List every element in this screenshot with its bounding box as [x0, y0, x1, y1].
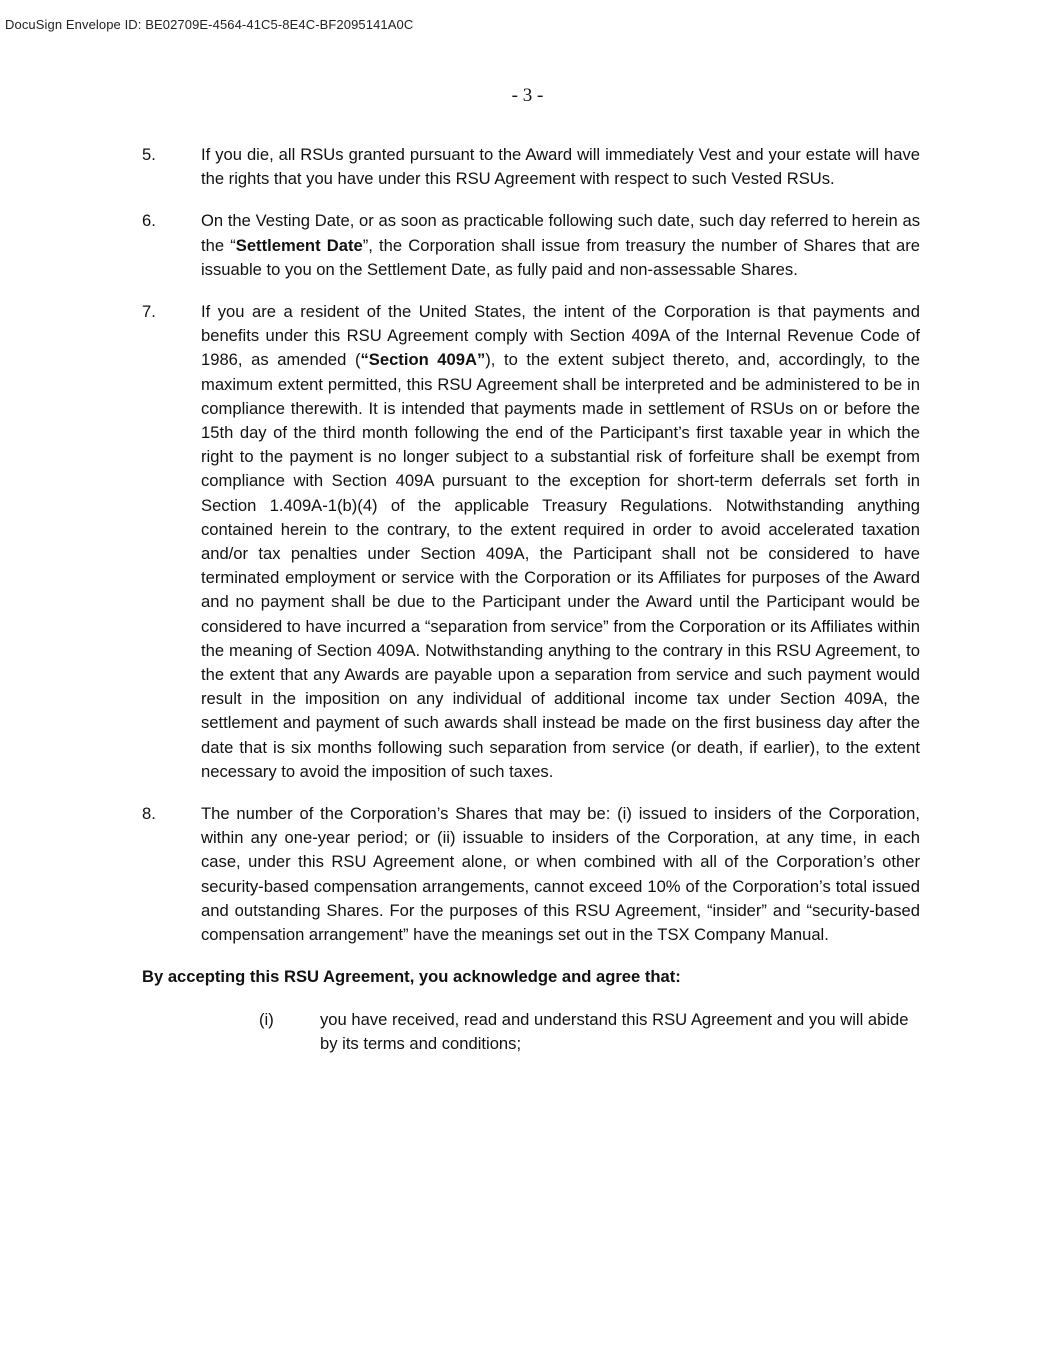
clause-number: 8.: [142, 804, 156, 824]
sub-item-text: you have received, read and understand this RSU Agreement and you will abide by its terms and conditions;: [320, 1009, 909, 1053]
docusign-envelope-id: DocuSign Envelope ID: BE02709E-4564-41C5-8E4C-BF2095141A0C: [5, 17, 414, 32]
clause-8: [142, 802, 920, 947]
clause-text: If you die, all RSUs granted pursuant to the Award will immediately Vest and your estate will have the rights that you have under this RSU Agreement with respect to such Vested RSUs.: [201, 145, 920, 189]
clause-7: [142, 300, 920, 784]
document-body: [142, 143, 920, 1056]
acknowledgement-item: [142, 1008, 920, 1056]
defined-term: “Section 409A”: [360, 350, 486, 370]
clause-text-part: If you are a resident of the United States, the intent of the Corporation is that payments and benefits under this RSU Agreement comply with Section 409A of the Internal Revenue Code of 1986, as amended (: [201, 302, 920, 370]
defined-term: Settlement Date: [235, 235, 363, 255]
clause-text: [201, 209, 920, 282]
clause-number: 7.: [142, 302, 156, 322]
acknowledgement-heading: By accepting this RSU Agreement, you acknowledge and agree that:: [142, 967, 681, 987]
clause-text-part: On the Vesting Date, or as soon as practicable following such date, such day referred to herein as the “: [201, 211, 920, 255]
clause-text: [201, 300, 920, 784]
clause-text-part: ), to the extent subject thereto, and, accordingly, to the maximum extent permitted, this RSU Agreement shall be interpreted and be administered to be in compliance therewith. It is intended that payments made in settlement of RSUs on or before the 15th day of the third month following the end of the Participant’s first taxable year in which the right to the payment is no longer subject to a substantial risk of forfeiture shall be exempt from compliance with Section 409A pursuant to the exception for short-term deferrals set forth in Section 1.409A-1(b)(4) of the applicable Treasury Regulations. Notwithstanding anything contained herein to the contrary, to the extent required in order to avoid accelerated taxation and/or tax penalties under Section 409A, the Participant shall not be considered to have terminated employment or service with the Corporation or its Affiliates for purposes of the Award and no payment shall be due to the Participant under the Award until the Participant would be considered to have incurred a “separation from service” from the Corporation or its Affiliates within the meaning of Section 409A. Notwithstanding anything to the contrary in this RSU Agreement, to the extent that any Awards are payable upon a separation from service and such payment would result in the imposition on any individual of additional income tax under Section 409A, the settlement and payment of such awards shall instead be made on the first business day after the date that is six months following such separation from service (or death, if earlier), to the extent necessary to avoid the imposition of such taxes.: [201, 350, 920, 781]
sub-item-number: (i): [259, 1009, 274, 1029]
clause-text: The number of the Corporation’s Shares that may be: (i) issued to insiders of the Corporation, within any one-year period; or (ii) issuable to insiders of the Corporation, at any time, in each case, under this RSU Agreement alone, or when combined with all of the Corporation’s other security-based compensation arrangements, cannot exceed 10% of the Corporation’s total issued and outstanding Shares. For the purposes of this RSU Agreement, “insider” and “security-based compensation arrangement” have the meanings set out in the TSX Company Manual.: [201, 804, 920, 945]
clause-number: 5.: [142, 145, 156, 164]
page-number: - 3 -: [511, 85, 544, 106]
clause-text-part: ”, the Corporation shall issue from treasury the number of Shares that are issuable to you on the Settlement Date, as fully paid and non-assessable Shares.: [201, 235, 920, 279]
clause-number: 6.: [142, 211, 156, 231]
clause-5: [142, 143, 920, 191]
clause-6: [142, 209, 920, 282]
